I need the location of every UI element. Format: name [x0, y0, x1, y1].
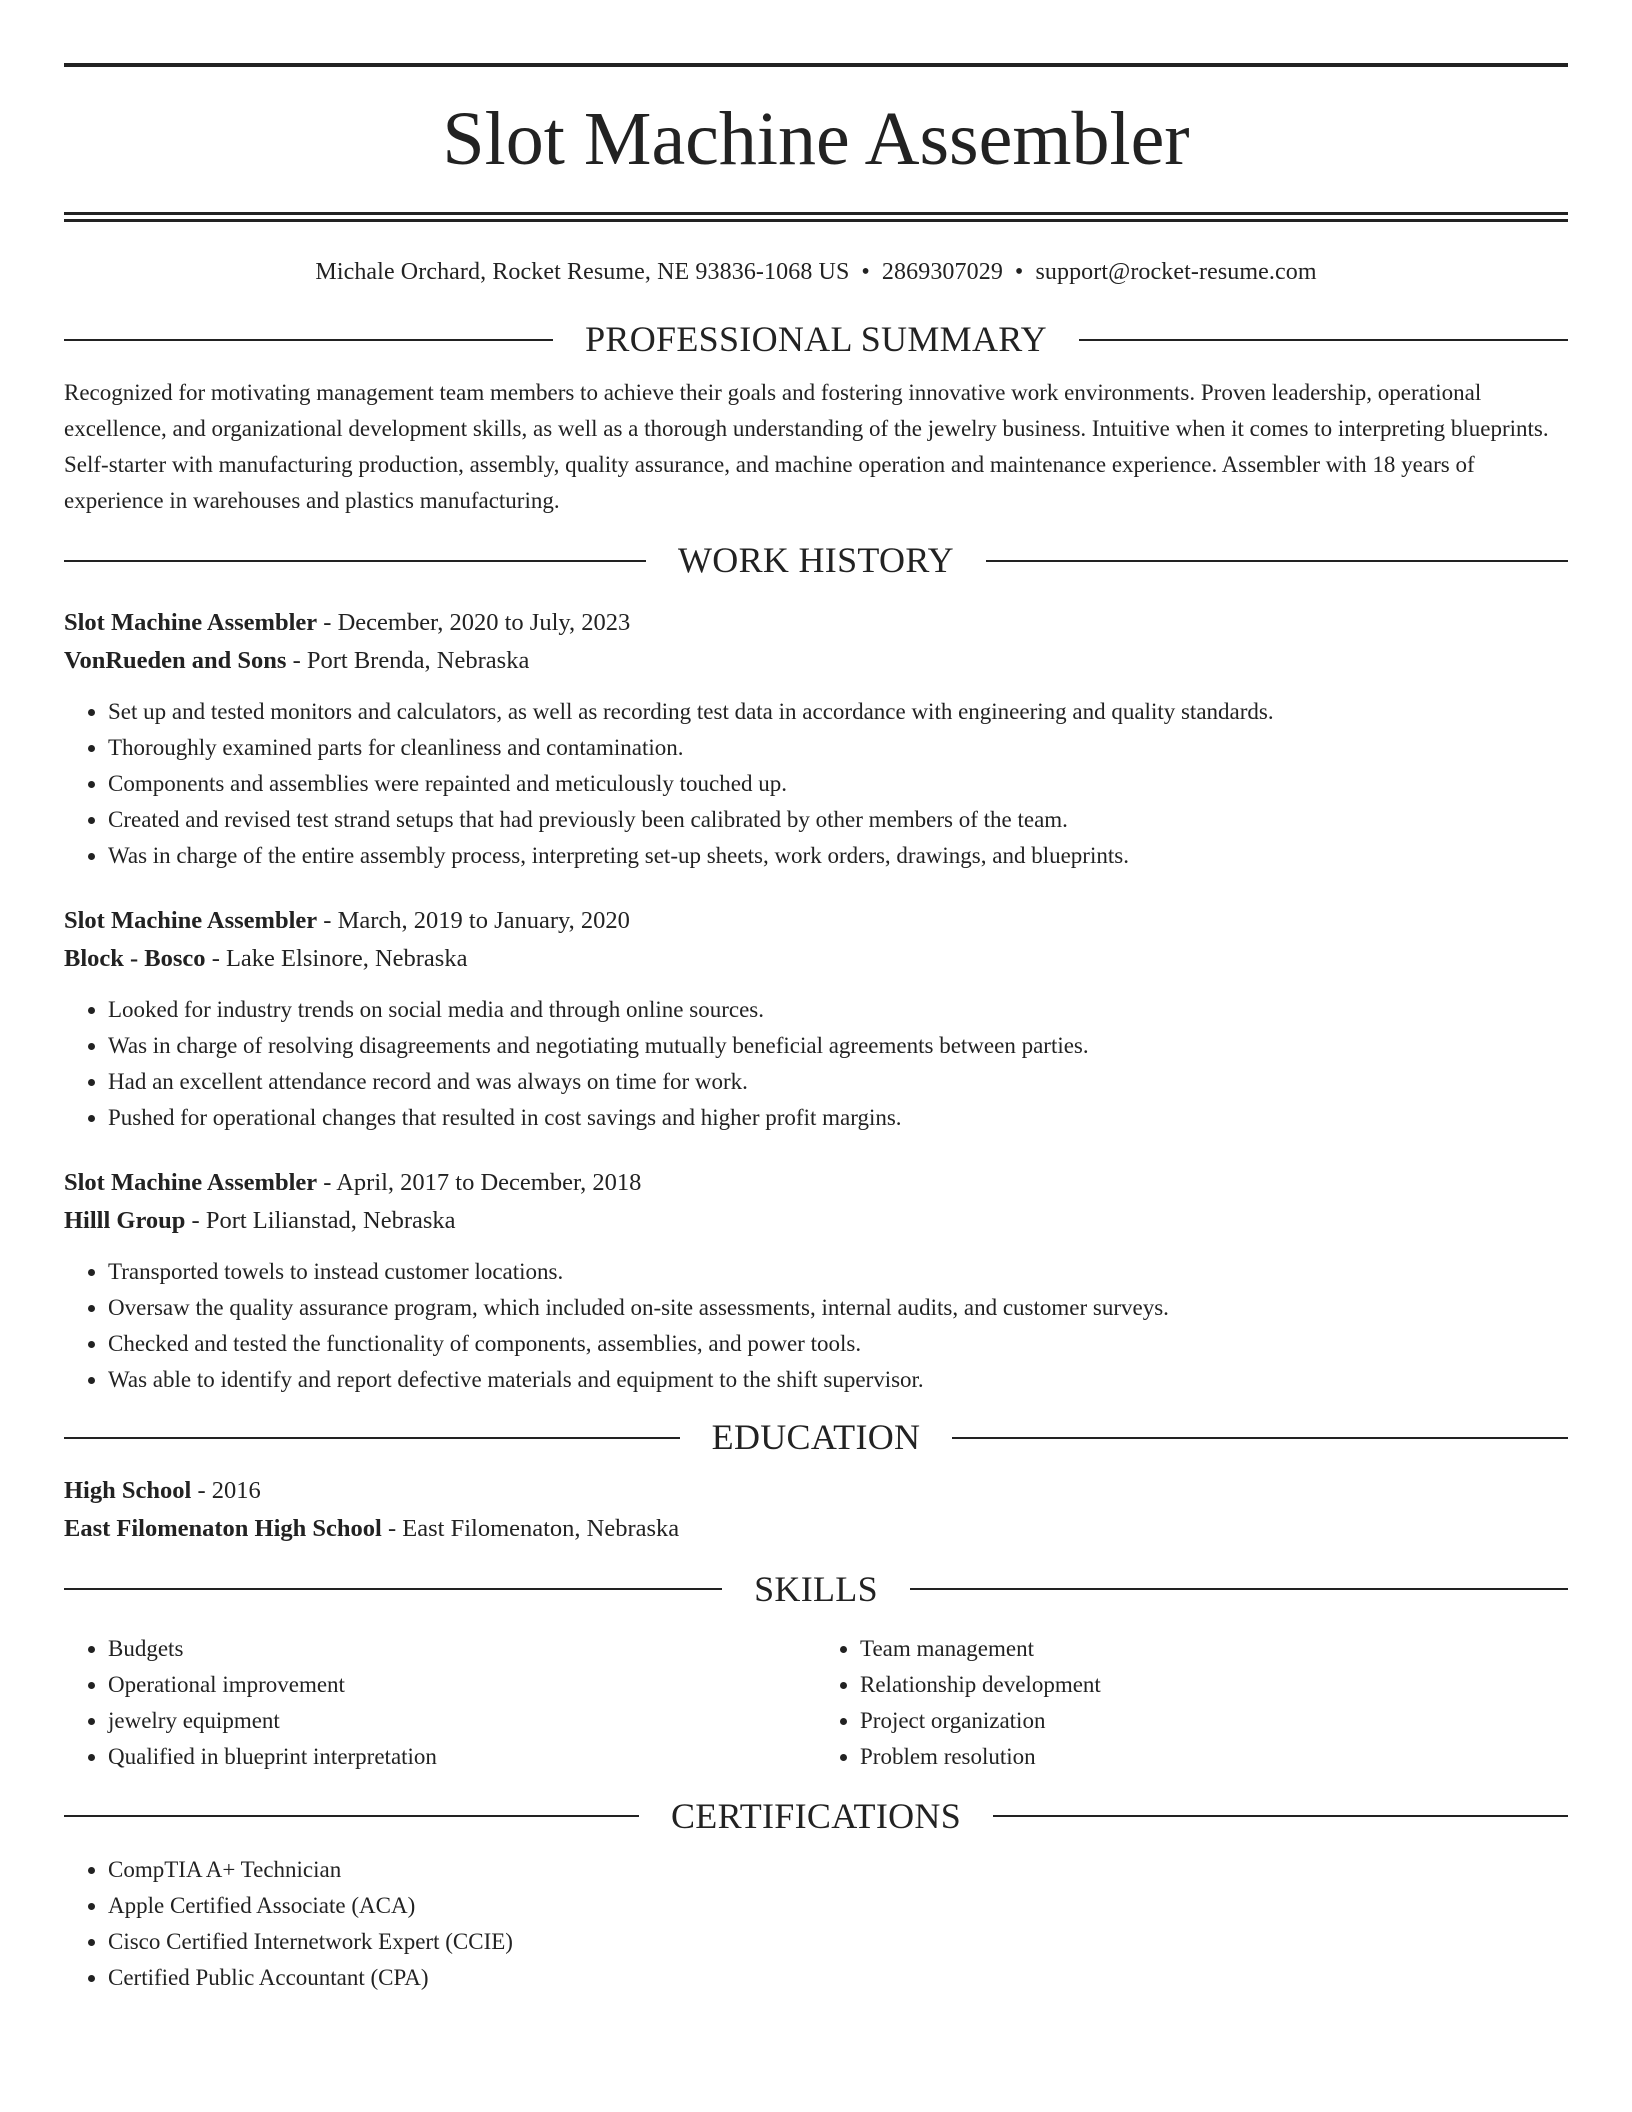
- job-bullet: • Transported towels to instead customer locations.: [108, 1254, 1568, 1290]
- education-degree: High School: [64, 1476, 192, 1504]
- job-title: Slot Machine Assembler: [64, 907, 318, 935]
- job-dates: - April, 2017 to December, 2018: [317, 1169, 642, 1197]
- job-dates: - December, 2020 to July, 2023: [317, 609, 631, 637]
- job-location: - Port Brenda, Nebraska: [286, 647, 530, 675]
- job-location: - Lake Elsinore, Nebraska: [205, 945, 468, 973]
- education-year: - 2016: [191, 1476, 261, 1504]
- skill-item: • Project organization: [860, 1703, 1568, 1739]
- skill-item: • Relationship development: [860, 1667, 1568, 1703]
- education-school: East Filomenaton High School: [64, 1514, 382, 1542]
- certification-item: • Cisco Certified Internetwork Expert (CCIE): [108, 1924, 1568, 1960]
- divider-line: [1079, 339, 1568, 341]
- job-company-line: [64, 940, 1568, 978]
- job-company: Hilll Group: [64, 1207, 186, 1235]
- job-company-line: [64, 642, 1568, 680]
- job-bullet: • Was able to identify and report defective materials and equipment to the shift supervisor.: [108, 1362, 1568, 1398]
- certification-item: • CompTIA A+ Technician: [108, 1852, 1568, 1888]
- job-bullet: • Set up and tested monitors and calculators, as well as recording test data in accordance with engineering and quality standards.: [108, 694, 1568, 730]
- top-rule: [64, 63, 1568, 67]
- certification-item: • Certified Public Accountant (CPA): [108, 1960, 1568, 1996]
- job-company-line: [64, 1202, 1568, 1240]
- section-header-education: [64, 1416, 1568, 1459]
- section-header-skills: [64, 1568, 1568, 1611]
- bullet-separator: •: [861, 259, 870, 285]
- skill-item: • Qualified in blueprint interpretation: [108, 1739, 816, 1775]
- skill-item: • Team management: [860, 1631, 1568, 1667]
- job-entry: [64, 1164, 1568, 1398]
- skill-item: • Problem resolution: [860, 1739, 1568, 1775]
- job-entry: [64, 902, 1568, 1136]
- divider-line: [910, 1588, 1568, 1590]
- skill-item: • Budgets: [108, 1631, 816, 1667]
- section-title-summary: PROFESSIONAL SUMMARY: [585, 319, 1047, 359]
- certification-item: • Apple Certified Associate (ACA): [108, 1888, 1568, 1924]
- contact-email[interactable]: support@rocket-resume.com: [1035, 259, 1317, 285]
- skills-columns: [64, 1631, 1568, 1775]
- job-title-line: [64, 1164, 1568, 1202]
- skills-list-right: [816, 1631, 1568, 1775]
- divider-line: [64, 1588, 722, 1590]
- job-title-line: [64, 902, 1568, 940]
- divider-line: [64, 560, 646, 562]
- job-dates: - March, 2019 to January, 2020: [317, 907, 630, 935]
- section-title-work: WORK HISTORY: [678, 540, 954, 581]
- divider-line: [64, 1437, 680, 1439]
- job-bullet: • Thoroughly examined parts for cleanliness and contamination.: [108, 730, 1568, 766]
- contact-line: [64, 259, 1568, 286]
- job-bullet: • Checked and tested the functionality of components, assemblies, and power tools.: [108, 1326, 1568, 1362]
- divider-line: [993, 1815, 1568, 1817]
- skill-item: • Operational improvement: [108, 1667, 816, 1703]
- job-bullet: • Looked for industry trends on social media and through online sources.: [108, 992, 1568, 1028]
- job-title-line: [64, 604, 1568, 642]
- job-bullet: • Pushed for operational changes that resulted in cost savings and higher profit margins.: [108, 1100, 1568, 1136]
- job-bullet: • Was in charge of the entire assembly process, interpreting set-up sheets, work orders, drawings, and blueprints.: [108, 838, 1568, 874]
- section-title-skills: SKILLS: [754, 1568, 878, 1609]
- divider-line: [64, 339, 553, 341]
- contact-phone: 2869307029: [881, 259, 1003, 285]
- job-bullet: • Had an excellent attendance record and was always on time for work.: [108, 1064, 1568, 1100]
- double-rule: [64, 212, 1568, 222]
- job-bullet: • Was in charge of resolving disagreements and negotiating mutually beneficial agreements between parties.: [108, 1028, 1568, 1064]
- education-location: - East Filomenaton, Nebraska: [381, 1514, 680, 1542]
- education-entry: [64, 1472, 1568, 1548]
- job-title: Slot Machine Assembler: [64, 609, 318, 637]
- skills-list-left: [64, 1631, 816, 1775]
- job-company: VonRueden and Sons: [64, 647, 287, 675]
- job-location: - Port Lilianstad, Nebraska: [185, 1207, 456, 1235]
- job-title: Slot Machine Assembler: [64, 1169, 318, 1197]
- job-bullet: • Created and revised test strand setups that had previously been calibrated by other members of the team.: [108, 802, 1568, 838]
- section-header-certifications: [64, 1795, 1568, 1838]
- job-company: Block - Bosco: [64, 945, 206, 973]
- resume-title: Slot Machine Assembler: [442, 97, 1190, 181]
- work-history-list: [64, 604, 1568, 1398]
- job-bullet: • Oversaw the quality assurance program, which included on-site assessments, internal audits, and customer surveys.: [108, 1290, 1568, 1326]
- job-bullets: [64, 992, 1568, 1136]
- section-title-education: EDUCATION: [711, 1417, 921, 1458]
- section-header-summary: [64, 318, 1568, 361]
- summary-text: Recognized for motivating management team members to achieve their goals and fostering innovative work environments. Proven leadership, operational excellence, and organizational development skills, as well as a thorough understanding of the jewelry business. Intuitive when it comes to interpreting blueprints. Self-starter with manufacturing production, assembly, quality assurance, and machine operation and maintenance experience. Assembler with 18 years of experience in warehouses and plastics manufacturing.: [64, 380, 1549, 514]
- certifications-list: [64, 1852, 1568, 1996]
- skill-item: • jewelry equipment: [108, 1703, 816, 1739]
- bullet-separator: •: [1014, 259, 1024, 285]
- job-entry: [64, 604, 1568, 874]
- job-bullets: [64, 1254, 1568, 1398]
- job-bullets: [64, 694, 1568, 874]
- divider-line: [986, 560, 1568, 562]
- divider-line: [64, 1815, 639, 1817]
- education-school-line: [64, 1510, 1568, 1548]
- section-header-work: [64, 539, 1568, 582]
- job-bullet: • Components and assemblies were repainted and meticulously touched up.: [108, 766, 1568, 802]
- contact-address: Michale Orchard, Rocket Resume, NE 93836-1068 US: [315, 259, 850, 285]
- section-title-certifications: CERTIFICATIONS: [670, 1795, 962, 1836]
- education-degree-line: [64, 1472, 1568, 1510]
- divider-line: [952, 1437, 1568, 1439]
